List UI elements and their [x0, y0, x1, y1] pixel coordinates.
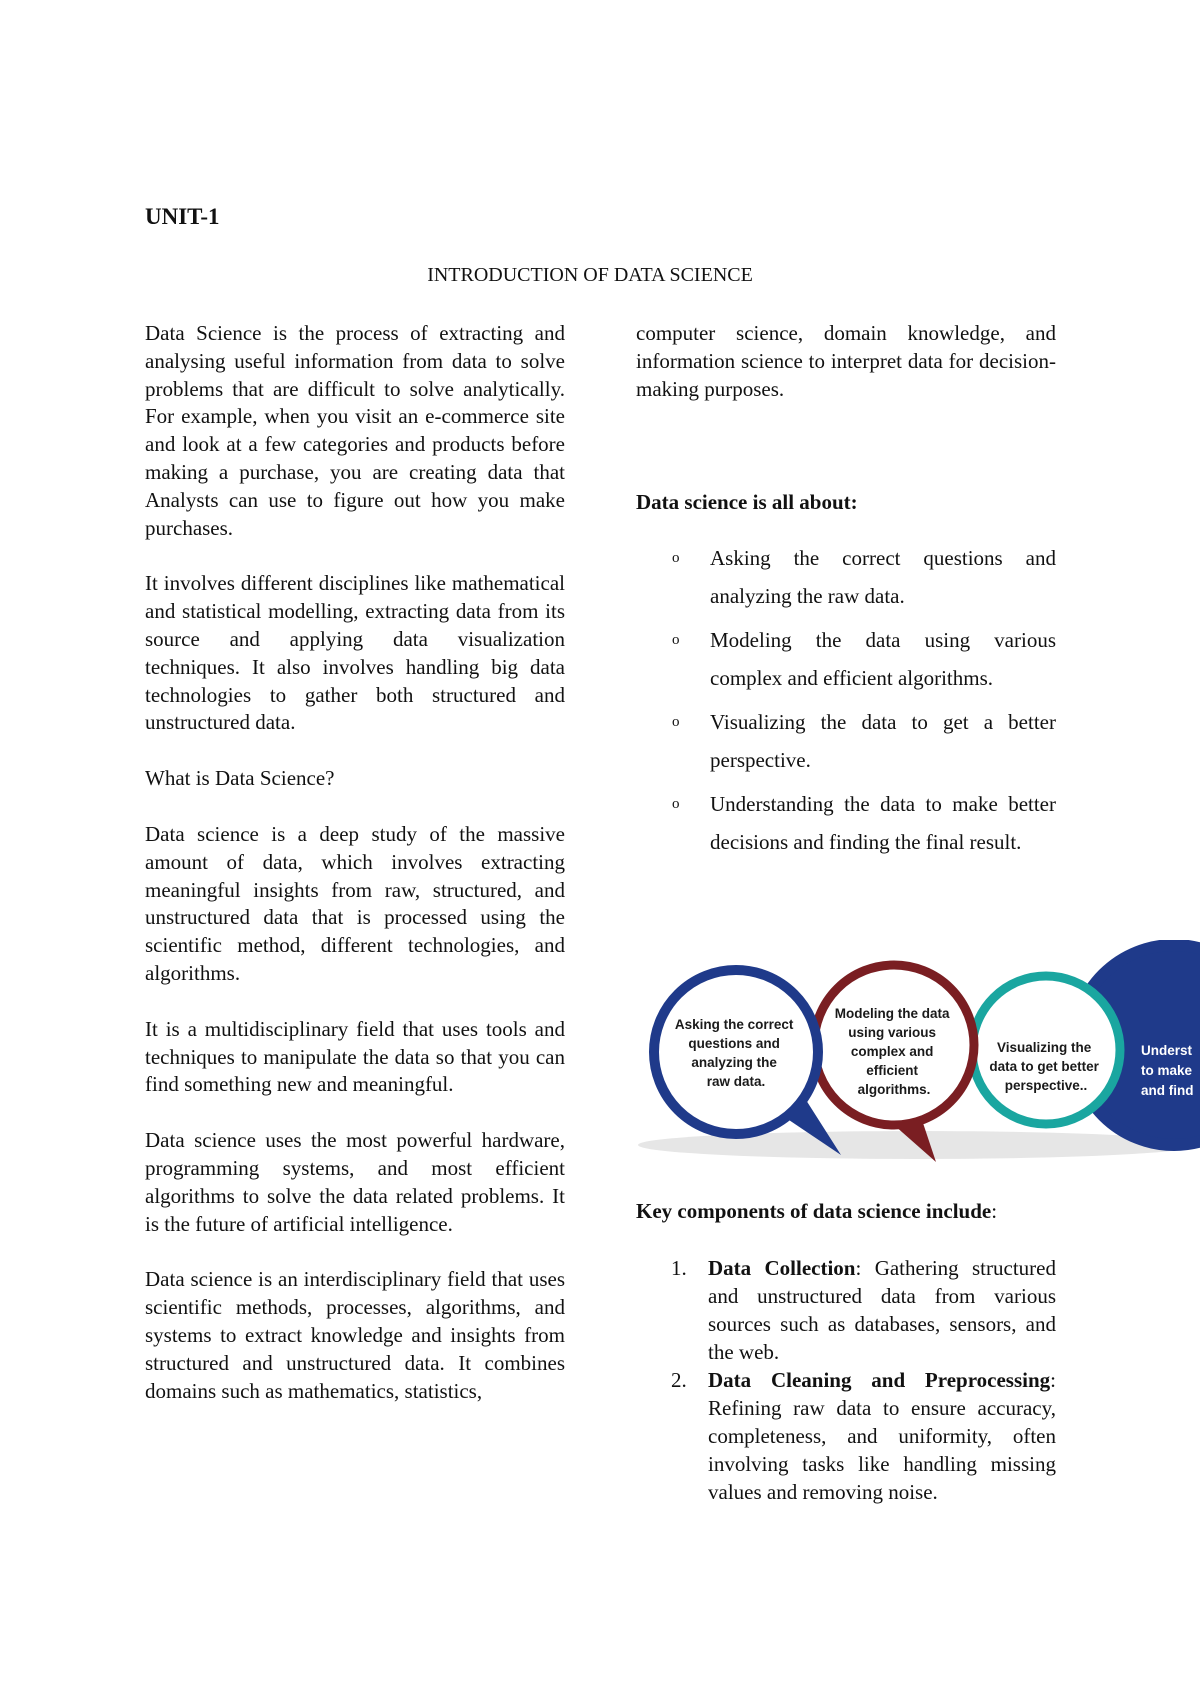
paragraph: Data science is an interdisciplinary field that uses scientific methods, processes, algorithms, and systems to extract knowledge and insights from structured and unstructured data. It combines domains such as mathematics, statistics,: [145, 1267, 565, 1403]
unit-heading: UNIT-1: [145, 204, 220, 229]
left-column: [145, 320, 565, 1433]
step-2-label: algorithms.: [857, 1082, 931, 1097]
list-item: o Understanding the data to make better decisions and finding the final result.: [636, 785, 1056, 861]
paragraph: Data science is a deep study of the massive amount of data, which involves extracting meaningful insights from raw, structured, and unstructured data that is processed using the scientific method, different technologies, and algorithms.: [145, 821, 565, 985]
step-2-label: efficient: [866, 1063, 918, 1078]
list-item: 2. Data Cleaning and Preprocessing: Refining raw data to ensure accuracy, completeness, and uniformity, often involving tasks like handling missing values and removing noise.: [671, 1367, 1056, 1504]
step-4-label: and find: [1141, 1083, 1194, 1098]
step-4-label: to make: [1141, 1063, 1193, 1078]
bullet-icon: o: [672, 796, 680, 813]
step-1-label: Asking the correct: [674, 1017, 794, 1032]
paragraph: Data science uses the most powerful hardware, programming systems, and most efficient algorithms to solve the data related problems. It is the future of artificial intelligence.: [145, 1128, 565, 1236]
step-2-label: complex and: [850, 1044, 934, 1059]
svg-text:Visualizing the data t: [989, 1040, 1102, 1093]
step-2-label: Modeling the data: [834, 1006, 950, 1021]
list-item: 1. Data Collection: Gathering structured and unstructured data from various sources such as databases, sensors, and the web.: [671, 1255, 1056, 1364]
paragraph: Data Science is the process of extracting and analysing useful information from data to solve problems that are difficult to solve analytically. For example, when you visit an e-commerce site and look at a few categories and products before making a purchase, you are creating data that Analysts can use to figure out how you make purchases.: [145, 321, 565, 540]
page-title: INTRODUCTION OF DATA SCIENCE: [427, 264, 753, 286]
paragraph: It involves different disciplines like mathematical and statistical modelling, extracting data from its source and applying data visualization techniques. It also involves handling big data technologies to gather both structured and unstructured data.: [145, 571, 565, 735]
step-3-label: data to get better: [989, 1059, 1099, 1074]
data-science-steps-diagram: [636, 940, 1200, 1170]
step-3-circle: [972, 976, 1120, 1124]
right-column: [636, 320, 1056, 867]
bullet-icon: o: [672, 714, 680, 731]
key-components-section: [636, 1198, 1056, 1506]
subheading: What is Data Science?: [145, 766, 335, 791]
step-2-label: using various: [848, 1025, 937, 1040]
svg-text:Underst to make: [1141, 1043, 1196, 1098]
list-item: o Visualizing the data to get a better perspective.: [636, 703, 1056, 779]
key-components-heading: Key components of data science include:: [636, 1199, 998, 1223]
bullet-icon: o: [672, 550, 680, 567]
components-list: [636, 1254, 1056, 1506]
about-list: [636, 539, 1056, 861]
step-4-label: Underst: [1141, 1043, 1193, 1058]
paragraph: computer science, domain knowledge, and information science to interpret data for decision-making purposes.: [636, 321, 1056, 401]
step-3-label: perspective..: [1004, 1078, 1088, 1093]
step-3-label: Visualizing the: [996, 1040, 1092, 1055]
bullet-icon: o: [672, 632, 680, 649]
step-1-label: questions and: [688, 1036, 780, 1051]
about-heading: Data science is all about:: [636, 490, 858, 515]
paragraph: It is a multidisciplinary field that uses tools and techniques to manipulate the data so that you can find something new and meaningful.: [145, 1016, 565, 1097]
step-1-label: analyzing the: [691, 1055, 777, 1070]
list-item: o Asking the correct questions and analyzing the raw data.: [636, 539, 1056, 615]
step-1-label: raw data.: [706, 1074, 766, 1089]
step-1-circle: [654, 970, 841, 1155]
list-item: o Modeling the data using various complex and efficient algorithms.: [636, 621, 1056, 697]
